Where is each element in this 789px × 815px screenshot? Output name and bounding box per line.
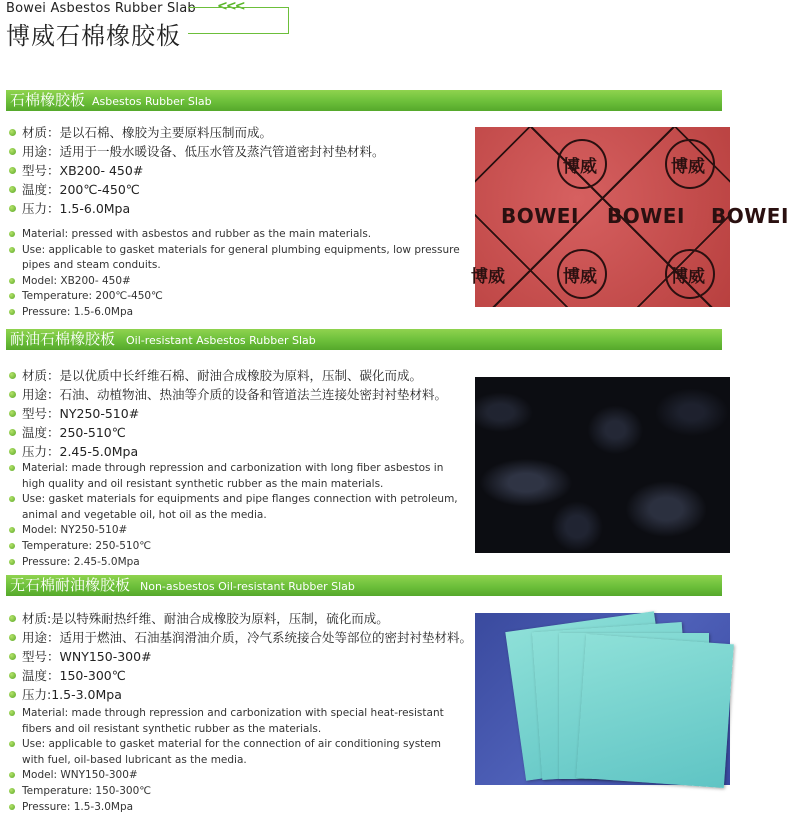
list-item: 材质：是以石棉、橡胶为主要原料压制而成。 xyxy=(8,123,385,142)
spec-list-en xyxy=(8,227,463,321)
brand-cn-mark: 博威 xyxy=(671,267,705,287)
brand-mark: BOWEI xyxy=(711,204,789,228)
header-underline xyxy=(188,33,288,34)
list-item: Material: pressed with asbestos and rubber as the main materials. xyxy=(8,227,463,243)
spec-list-en xyxy=(8,706,463,815)
brand-cn-mark: 博威 xyxy=(563,157,597,177)
list-item: 型号：NY250-510# xyxy=(8,404,447,423)
list-item: 温度：250-510℃ xyxy=(8,423,447,442)
section-bar-non-asbestos xyxy=(6,575,722,596)
list-item: 用途：适用于燃油、石油基润滑油介质，冷气系统接合处等部位的密封衬垫材料。 xyxy=(8,628,472,647)
list-item: Temperature: 200℃-450℃ xyxy=(8,289,463,305)
brand-mark: BOWEI xyxy=(607,204,685,228)
page-title: 博威石棉橡胶板 xyxy=(6,22,181,50)
section-title-cn: 石棉橡胶板 xyxy=(10,91,86,109)
brand-cn-mark: 博威 xyxy=(471,267,505,287)
list-item: Use: applicable to gasket materials for general plumbing equipments, low pressure pipes and steam conduits. xyxy=(8,243,463,274)
list-item: Material: made through repression and carbonization with special heat-resistant fibers and oil resistant synthetic rubber as the materials. xyxy=(8,706,463,737)
list-item: Pressure: 1.5-6.0Mpa xyxy=(8,305,463,321)
spec-list-cn xyxy=(8,609,472,704)
brand-mark: BOWEI xyxy=(501,204,579,228)
section-title-en: Oil-resistant Asbestos Rubber Slab xyxy=(126,334,316,347)
list-item: 型号：WNY150-300# xyxy=(8,647,472,666)
header-title-en: Bowei Asbestos Rubber Slab xyxy=(6,1,196,16)
list-item: 压力：2.45-5.0Mpa xyxy=(8,442,447,461)
section-title-en: Asbestos Rubber Slab xyxy=(92,95,212,108)
list-item: 压力：1.5-6.0Mpa xyxy=(8,199,385,218)
non-asbestos-slab-photo xyxy=(475,613,730,785)
list-item: Model: WNY150-300# xyxy=(8,768,463,784)
list-item: 材质:是以特殊耐热纤维、耐油合成橡胶为原料，压制，硫化而成。 xyxy=(8,609,472,628)
section-title-cn: 无石棉耐油橡胶板 xyxy=(10,576,131,594)
list-item: 用途：石油、动植物油、热油等介质的设备和管道法兰连接处密封衬垫材料。 xyxy=(8,385,447,404)
brand-cn-mark: 博威 xyxy=(563,267,597,287)
list-item: 型号：XB200- 450# xyxy=(8,161,385,180)
list-item: Temperature: 250-510℃ xyxy=(8,539,463,555)
list-item: 温度：200℃-450℃ xyxy=(8,180,385,199)
asbestos-slab-photo xyxy=(471,127,789,307)
list-item: Model: XB200- 450# xyxy=(8,274,463,290)
sheet-shape xyxy=(576,634,734,788)
list-item: Use: gasket materials for equipments and pipe flanges connection with petroleum, animal and vegetable oil, hot oil as the media. xyxy=(8,492,463,523)
oil-resistant-slab-photo xyxy=(475,377,730,553)
list-item: Material: made through repression and carbonization with long fiber asbestos in high quality and oil resistant synthetic rubber as the main materials. xyxy=(8,461,463,492)
list-item: Use: applicable to gasket material for the connection of air conditioning system with fuel, oil-based lubricant as the media. xyxy=(8,737,463,768)
list-item: 温度：150-300℃ xyxy=(8,666,472,685)
spec-list-en xyxy=(8,461,463,570)
chevron-icon: <<< xyxy=(217,0,244,14)
header-frame xyxy=(188,7,289,34)
brand-cn-mark: 博威 xyxy=(671,157,705,177)
spec-list-cn xyxy=(8,123,385,218)
list-item: 材质：是以优质中长纤维石棉、耐油合成橡胶为原料，压制、碳化而成。 xyxy=(8,366,447,385)
list-item: Pressure: 2.45-5.0Mpa xyxy=(8,555,463,571)
list-item: 压力:1.5-3.0Mpa xyxy=(8,685,472,704)
list-item: Pressure: 1.5-3.0Mpa xyxy=(8,800,463,815)
list-item: Model: NY250-510# xyxy=(8,523,463,539)
spec-list-cn xyxy=(8,366,447,461)
section-bar-asbestos xyxy=(6,90,722,111)
section-bar-oil-resistant xyxy=(6,329,722,350)
list-item: 用途：适用于一般水暖设备、低压水管及蒸汽管道密封衬垫材料。 xyxy=(8,142,385,161)
section-title-en: Non-asbestos Oil-resistant Rubber Slab xyxy=(140,580,355,593)
list-item: Temperature: 150-300℃ xyxy=(8,784,463,800)
section-title-cn: 耐油石棉橡胶板 xyxy=(10,330,116,348)
